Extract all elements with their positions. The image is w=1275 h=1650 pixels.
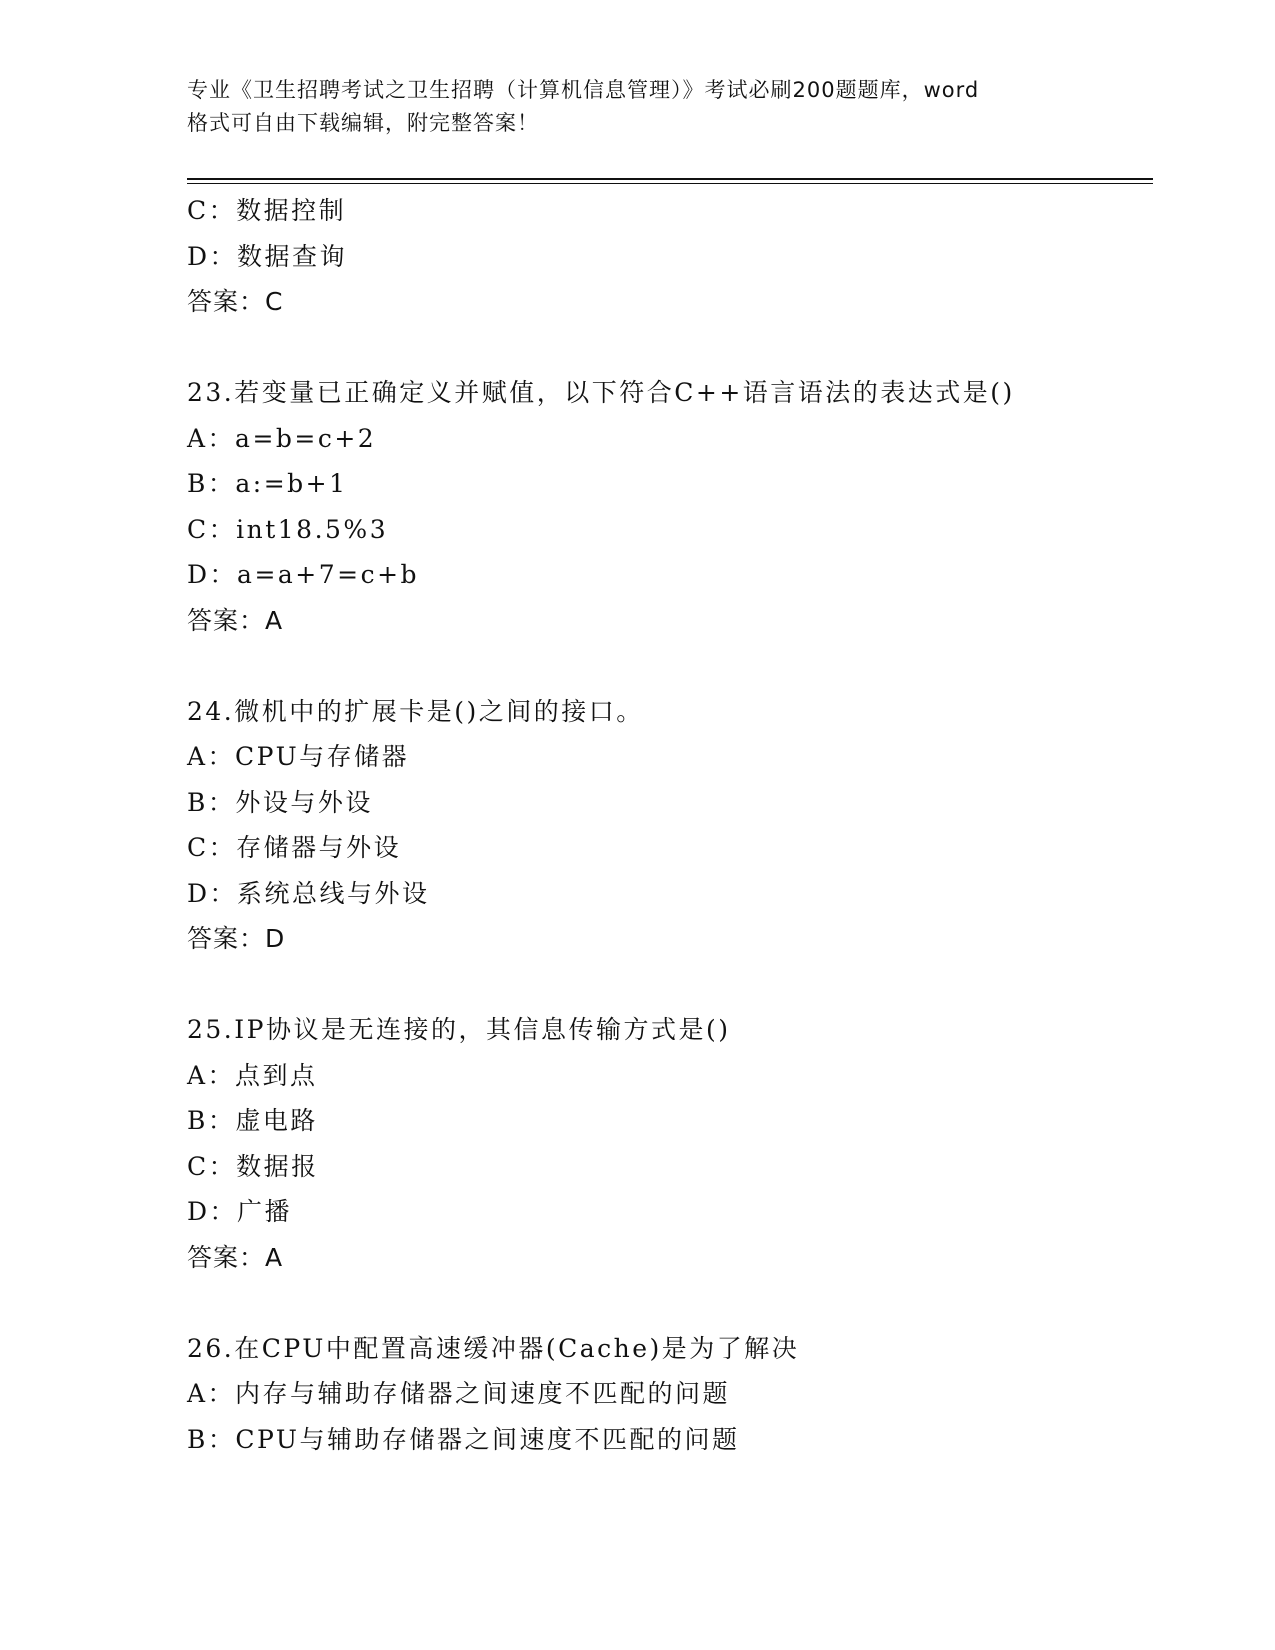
header-line-1: 专业《卫生招聘考试之卫生招聘（计算机信息管理）》考试必刷200题题库，word [187, 78, 980, 102]
question-26 [187, 1326, 1153, 1463]
option-b: B：a:=b+1 [187, 469, 348, 498]
question-spacer [187, 962, 1153, 1008]
question-list [187, 188, 1153, 1462]
question-spacer [187, 1280, 1153, 1326]
header-line-2: 格式可自由下载编辑，附完整答案！ [187, 111, 539, 135]
option-c: C：数据报 [187, 1151, 319, 1181]
option-c: C：int18.5%3 [187, 514, 389, 544]
option-a: A：内存与辅助存储器之间速度不匹配的问题 [187, 1379, 731, 1408]
question-spacer [187, 643, 1153, 689]
option-d: D：广播 [187, 1197, 293, 1226]
answer-line: 答案：A [187, 1242, 284, 1272]
header-divider-thick [187, 178, 1153, 180]
option-a: A：点到点 [187, 1060, 318, 1090]
question-25 [187, 1007, 1153, 1280]
option-a: A：a=b=c+2 [187, 423, 377, 453]
option-c: C：存储器与外设 [187, 833, 402, 862]
question-spacer [187, 325, 1153, 371]
option-b: B：外设与外设 [187, 787, 373, 817]
carryover-question [187, 188, 1153, 325]
question-stem: 26.在CPU中配置高速缓冲器(Cache)是为了解决 [187, 1333, 800, 1363]
question-stem: 24.微机中的扩展卡是()之间的接口。 [187, 696, 644, 726]
question-24 [187, 689, 1153, 962]
question-23 [187, 370, 1153, 643]
answer-line: 答案：A [187, 605, 284, 635]
document-header [187, 74, 1087, 140]
question-stem: 25.IP协议是无连接的，其信息传输方式是() [187, 1015, 731, 1044]
header-divider-thin [187, 183, 1153, 184]
answer-line: 答案：D [187, 924, 286, 953]
answer-line: 答案：C [187, 287, 284, 316]
option-d: D：a=a+7=c+b [187, 560, 420, 589]
option-a: A：CPU与存储器 [187, 742, 410, 771]
option-c: C：数据控制 [187, 196, 347, 225]
question-stem: 23.若变量已正确定义并赋值，以下符合C++语言语法的表达式是() [187, 378, 1015, 407]
option-d: D：数据查询 [187, 241, 348, 271]
option-d: D：系统总线与外设 [187, 878, 430, 908]
option-b: B：虚电路 [187, 1106, 318, 1135]
option-b: B：CPU与辅助存储器之间速度不匹配的问题 [187, 1424, 740, 1454]
